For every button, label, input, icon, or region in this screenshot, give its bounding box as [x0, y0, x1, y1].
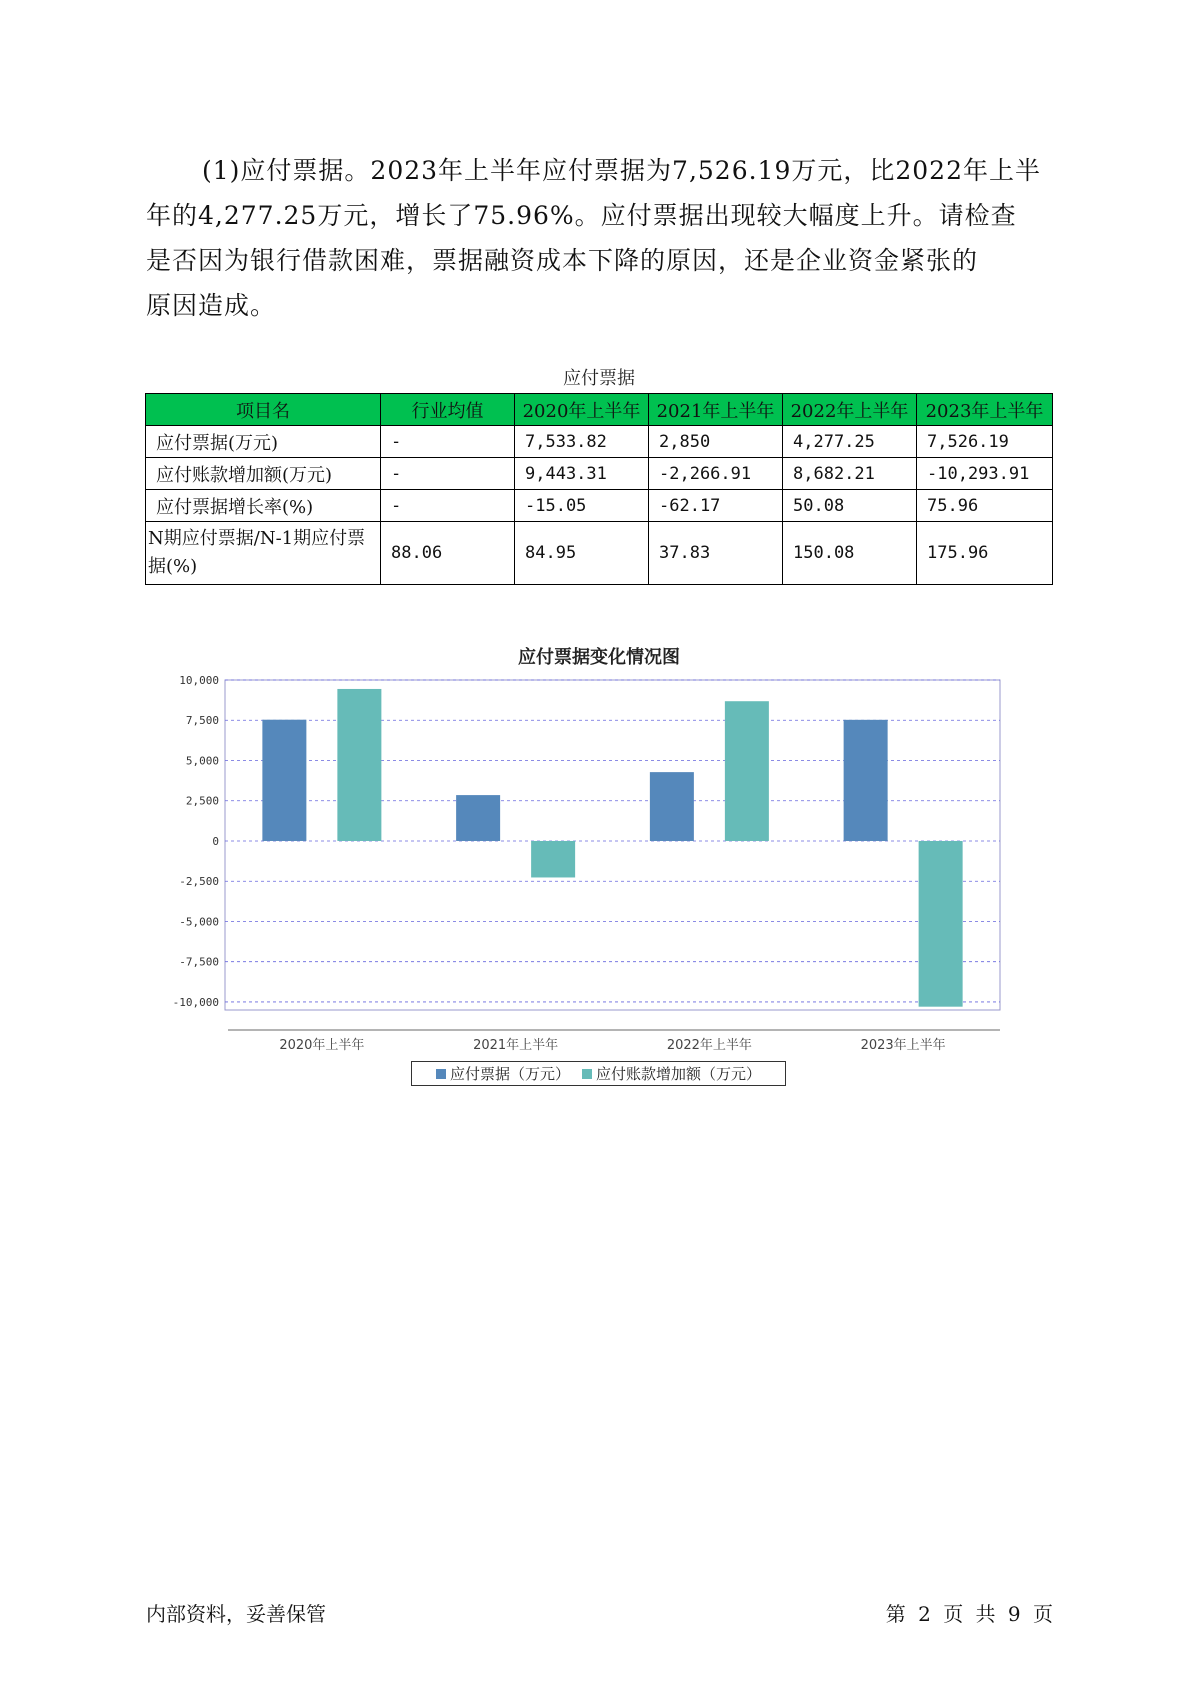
- table-header-row: [146, 394, 1053, 426]
- table-cell: 8,682.21: [783, 458, 917, 490]
- bar-notes-payable: [456, 795, 500, 841]
- table-cell: 75.96: [917, 490, 1053, 522]
- row-label: 应付账款增加额(万元): [146, 458, 381, 490]
- row-label: N期应付票据/N-1期应付票据(%): [146, 522, 381, 585]
- table-cell: 84.95: [515, 522, 649, 585]
- table-cell: -62.17: [649, 490, 783, 522]
- legend-label: 应付票据（万元）: [449, 1065, 570, 1083]
- table-cell: -2,266.91: [649, 458, 783, 490]
- table-cell: 50.08: [783, 490, 917, 522]
- y-tick-label: 5,000: [185, 754, 219, 768]
- y-tick-label: 2,500: [185, 794, 219, 808]
- legend-swatch: [582, 1069, 592, 1079]
- bar-payables-increase: [919, 841, 963, 1007]
- x-tick-label: 2020年上半年: [279, 1038, 365, 1053]
- table-row: [146, 426, 1053, 458]
- bar-notes-payable: [844, 720, 888, 841]
- table-cell: -: [381, 458, 515, 490]
- y-tick-label: 7,500: [185, 714, 219, 728]
- bar-payables-increase: [725, 701, 769, 841]
- bar-payables-increase: [531, 841, 575, 877]
- table-cell: 9,443.31: [515, 458, 649, 490]
- header-cell: 行业均值: [381, 394, 515, 426]
- table-cell: 7,533.82: [515, 426, 649, 458]
- table-cell: 7,526.19: [917, 426, 1053, 458]
- row-label: 应付票据(万元): [146, 426, 381, 458]
- paragraph-line: 年的4,277.25万元，增长了75.96%。应付票据出现较大幅度上升。请检查: [146, 201, 1017, 230]
- legend-swatch: [436, 1069, 446, 1079]
- body-paragraph: [146, 148, 1046, 328]
- y-tick-label: -10,000: [172, 995, 219, 1009]
- bar-payables-increase: [337, 689, 381, 841]
- table-cell: 37.83: [649, 522, 783, 585]
- header-cell: 2021年上半年: [649, 394, 783, 426]
- table-cell: 150.08: [783, 522, 917, 585]
- y-tick-label: 0: [212, 834, 219, 848]
- paragraph-line: 是否因为银行借款困难，票据融资成本下降的原因，还是企业资金紧张的: [146, 246, 979, 275]
- row-label: 应付票据增长率(%): [146, 490, 381, 522]
- table-row: [146, 522, 1053, 585]
- table-cell: 175.96: [917, 522, 1053, 585]
- chart-title: 应付票据变化情况图: [518, 647, 680, 668]
- chart-legend: [411, 1061, 786, 1086]
- legend-item: [582, 1063, 761, 1084]
- header-cell: 项目名: [146, 394, 381, 426]
- bar-notes-payable: [650, 772, 694, 841]
- table-cell: 4,277.25: [783, 426, 917, 458]
- table-cell: 2,850: [649, 426, 783, 458]
- y-tick-label: -7,500: [179, 955, 219, 969]
- header-cell: 2023年上半年: [917, 394, 1053, 426]
- y-tick-label: -5,000: [179, 915, 219, 929]
- y-tick-label: -2,500: [179, 875, 219, 889]
- table-cell: -: [381, 426, 515, 458]
- x-tick-label: 2022年上半年: [666, 1038, 752, 1053]
- table-cell: -15.05: [515, 490, 649, 522]
- paragraph-line: 原因造成。: [146, 291, 277, 320]
- paragraph-line: (1)应付票据。2023年上半年应付票据为7,526.19万元，比2022年上半: [202, 156, 1041, 185]
- payables-table: [145, 393, 1053, 585]
- table-caption: 应付票据: [563, 368, 635, 389]
- header-cell: 2020年上半年: [515, 394, 649, 426]
- table-cell: -: [381, 490, 515, 522]
- table-row: [146, 458, 1053, 490]
- table-cell: -10,293.91: [917, 458, 1053, 490]
- legend-item: [436, 1063, 570, 1084]
- page-number: 第 2 页 共 9 页: [885, 1602, 1053, 1626]
- bar-notes-payable: [262, 720, 306, 841]
- x-tick-label: 2021年上半年: [473, 1038, 559, 1053]
- header-cell: 2022年上半年: [783, 394, 917, 426]
- x-tick-label: 2023年上半年: [860, 1038, 946, 1053]
- y-tick-label: 10,000: [179, 675, 219, 687]
- bar-chart: [150, 675, 1010, 1055]
- footer-note: 内部资料，妥善保管: [146, 1602, 326, 1626]
- legend-label: 应付账款增加额（万元）: [596, 1065, 762, 1083]
- table-row: [146, 490, 1053, 522]
- table-cell: 88.06: [381, 522, 515, 585]
